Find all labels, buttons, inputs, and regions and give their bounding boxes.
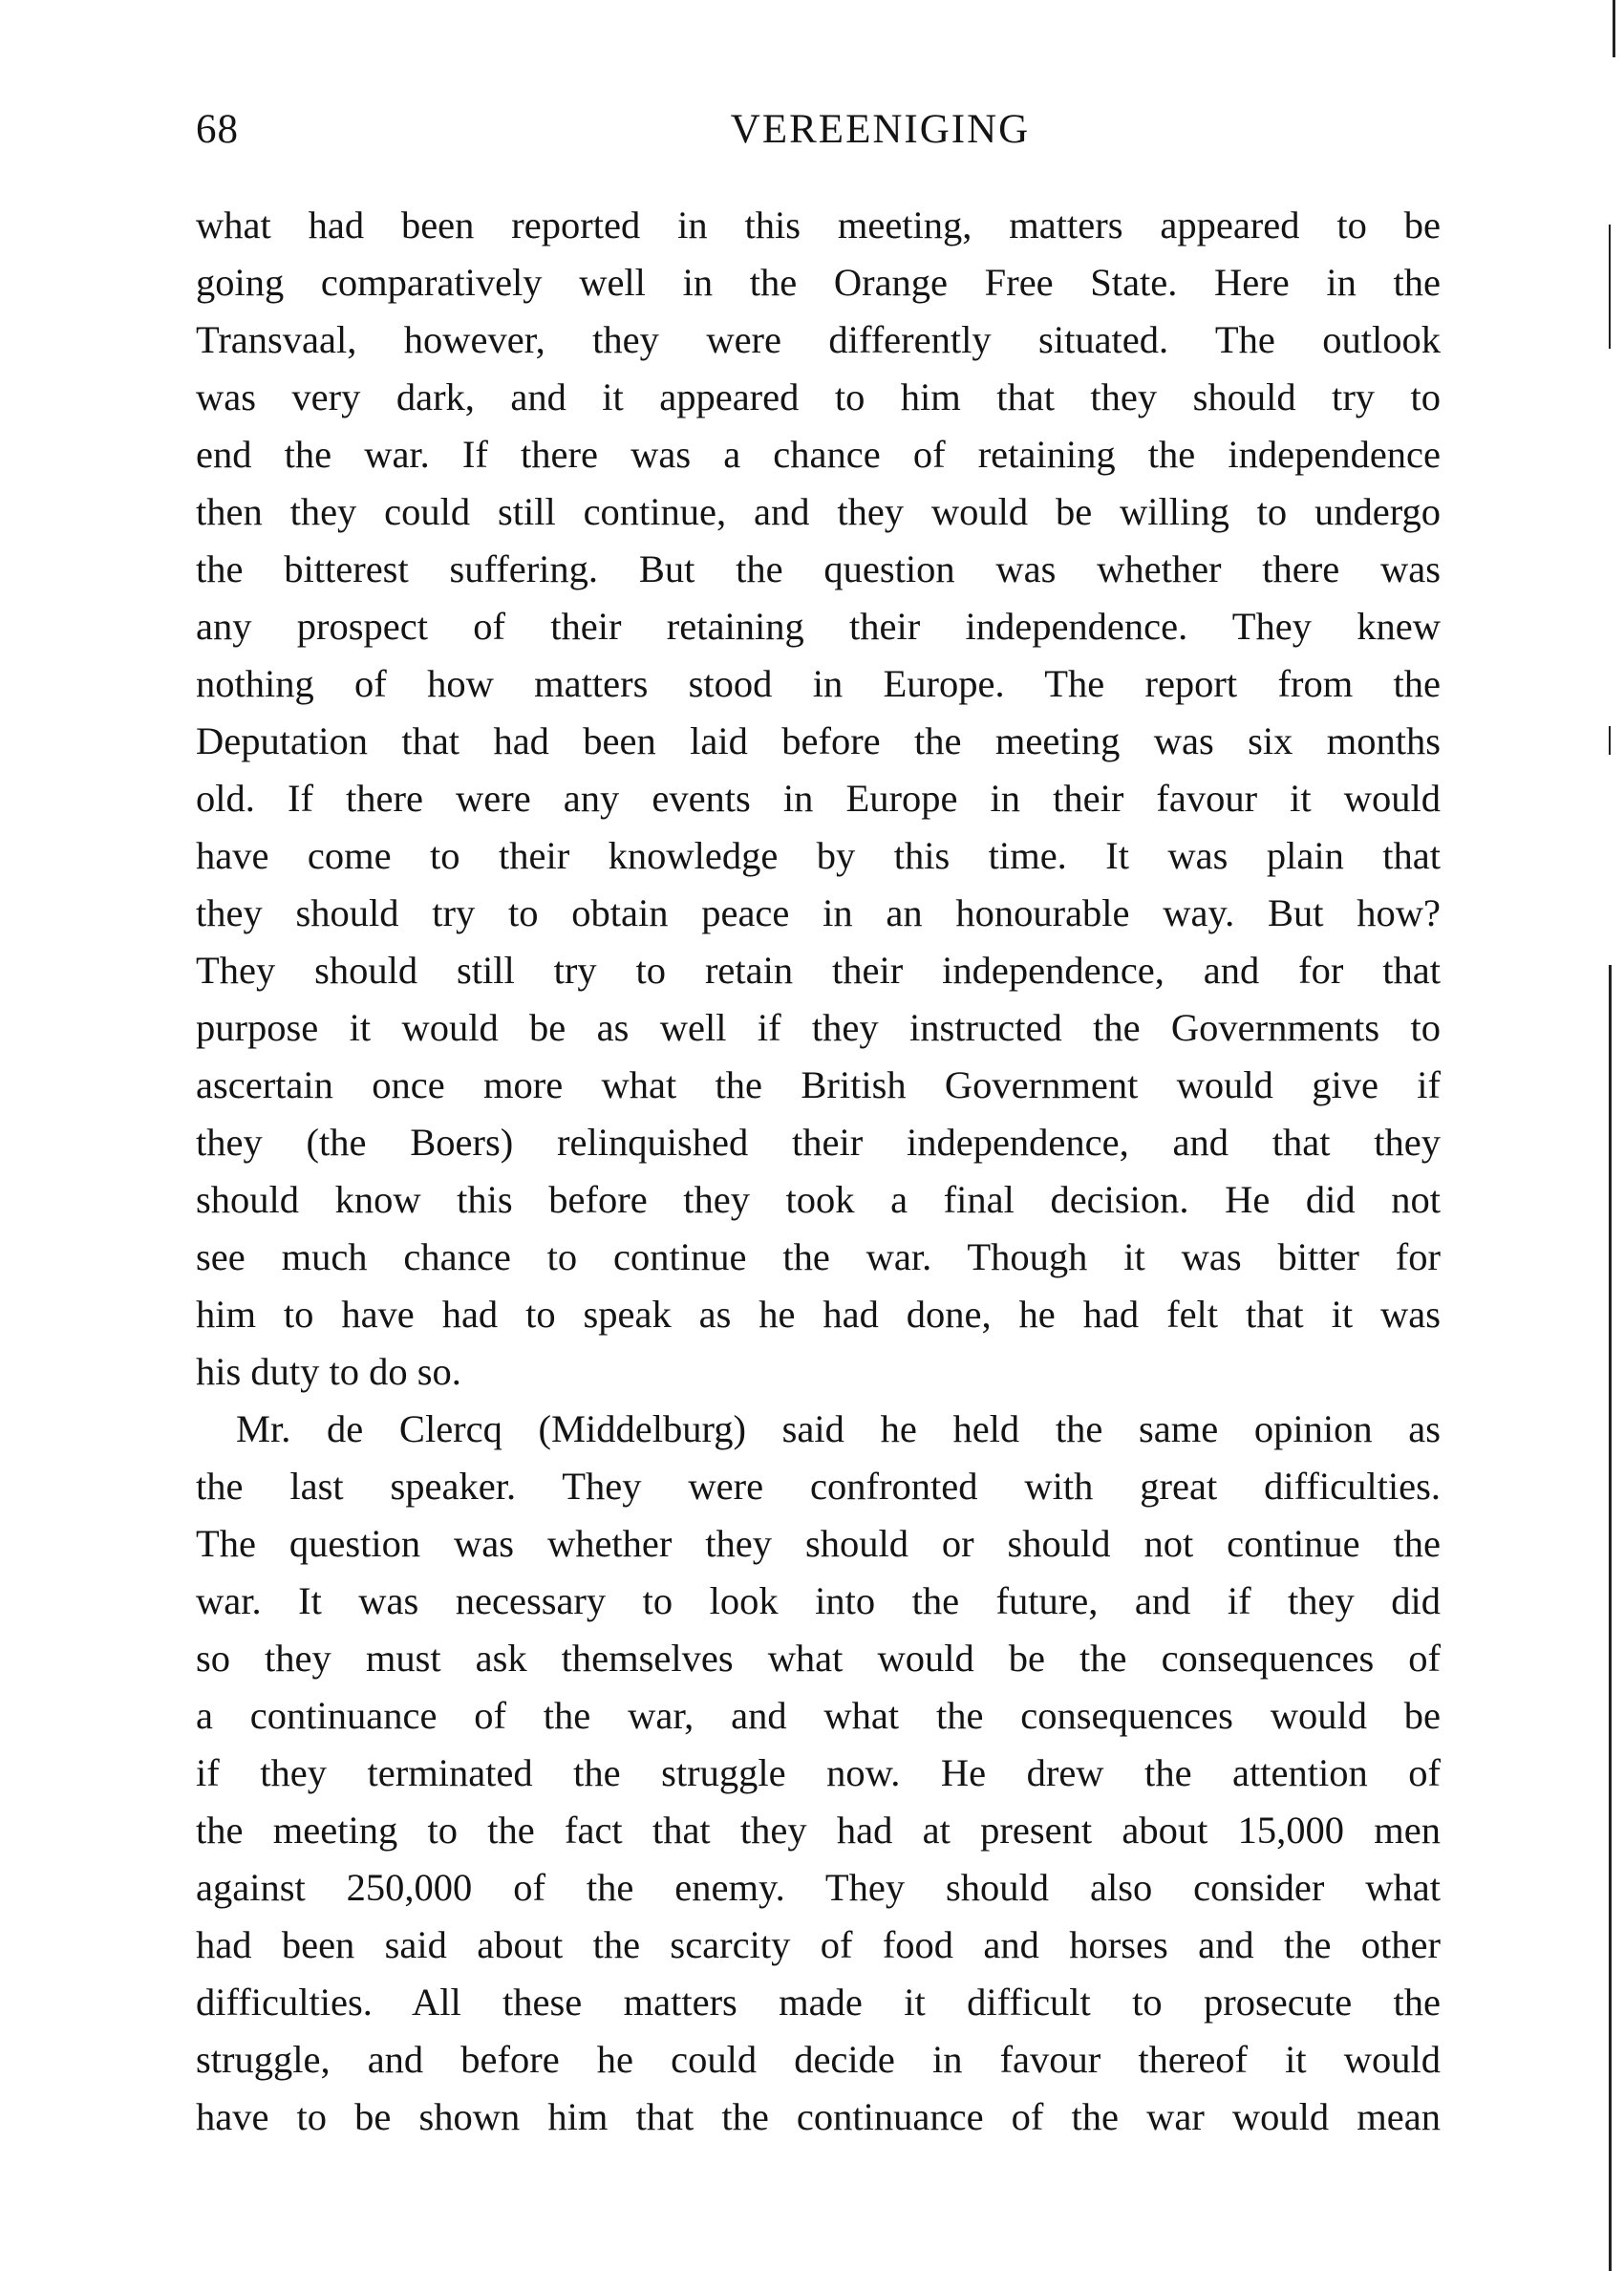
text-line: the meeting to the fact that they had at present about 15,000 men bbox=[196, 1809, 1441, 1852]
text-line: then they could still continue, and they would be willing to undergo bbox=[196, 490, 1441, 533]
text-line: Deputation that had been laid before the meeting was six months bbox=[196, 719, 1441, 762]
page-number: 68 bbox=[196, 107, 239, 152]
text-line: the last speaker. They were confronted with great difficulties. bbox=[196, 1465, 1441, 1508]
text-line: Mr. de Clercq (Middelburg) said he held the same opinion as bbox=[236, 1407, 1441, 1450]
scan-edge-mark bbox=[1613, 0, 1615, 57]
text-line: had been said about the scarcity of food and horses and the other bbox=[196, 1923, 1441, 1966]
text-line: if they terminated the struggle now. He drew the attention of bbox=[196, 1751, 1441, 1794]
page-header bbox=[196, 103, 1441, 161]
text-line: they should try to obtain peace in an honourable way. But how? bbox=[196, 891, 1441, 934]
paragraph bbox=[196, 1401, 1441, 2146]
scan-edge-mark bbox=[1609, 726, 1611, 755]
running-title: VEREENIGING bbox=[730, 107, 1031, 152]
text-line: going comparatively well in the Orange Free State. Here in the bbox=[196, 261, 1441, 304]
text-line: so they must ask themselves what would be the consequences of bbox=[196, 1637, 1441, 1680]
text-line: They should still try to retain their independence, and for that bbox=[196, 949, 1441, 992]
text-line: him to have had to speak as he had done, he had felt that it was bbox=[196, 1293, 1441, 1336]
scan-edge-mark bbox=[1609, 225, 1611, 349]
text-line: struggle, and before he could decide in favour thereof it would bbox=[196, 2038, 1441, 2081]
text-line: the bitterest suffering. But the question was whether there was bbox=[196, 547, 1441, 590]
text-line: war. It was necessary to look into the future, and if they did bbox=[196, 1579, 1441, 1622]
text-line: was very dark, and it appeared to him that they should try to bbox=[196, 375, 1441, 418]
text-line: a continuance of the war, and what the consequences would be bbox=[196, 1694, 1441, 1737]
text-line: have come to their knowledge by this time. It was plain that bbox=[196, 834, 1441, 877]
paragraph bbox=[196, 197, 1441, 1401]
text-line: purpose it would be as well if they instructed the Governments to bbox=[196, 1006, 1441, 1049]
text-line: nothing of how matters stood in Europe. The report from the bbox=[196, 662, 1441, 705]
text-line: end the war. If there was a chance of retaining the independence bbox=[196, 433, 1441, 476]
text-line: his duty to do so. bbox=[196, 1350, 461, 1393]
text-line: what had been reported in this meeting, matters appeared to be bbox=[196, 204, 1441, 246]
text-line: see much chance to continue the war. Though it was bitter for bbox=[196, 1235, 1441, 1278]
scan-edge-mark bbox=[1609, 965, 1612, 2271]
body-text bbox=[196, 197, 1441, 2146]
text-line: have to be shown him that the continuance of the war would mean bbox=[196, 2095, 1441, 2138]
text-line: old. If there were any events in Europe in their favour it would bbox=[196, 777, 1441, 820]
text-line: they (the Boers) relinquished their independence, and that they bbox=[196, 1121, 1441, 1164]
text-line: The question was whether they should or should not continue the bbox=[196, 1522, 1441, 1565]
text-line: against 250,000 of the enemy. They should also consider what bbox=[196, 1866, 1441, 1909]
text-line: any prospect of their retaining their independence. They knew bbox=[196, 605, 1441, 648]
text-line: difficulties. All these matters made it difficult to prosecute the bbox=[196, 1981, 1441, 2024]
text-line: should know this before they took a final decision. He did not bbox=[196, 1178, 1441, 1221]
text-line: ascertain once more what the British Government would give if bbox=[196, 1063, 1441, 1106]
text-line: Transvaal, however, they were differently situated. The outlook bbox=[196, 318, 1441, 361]
